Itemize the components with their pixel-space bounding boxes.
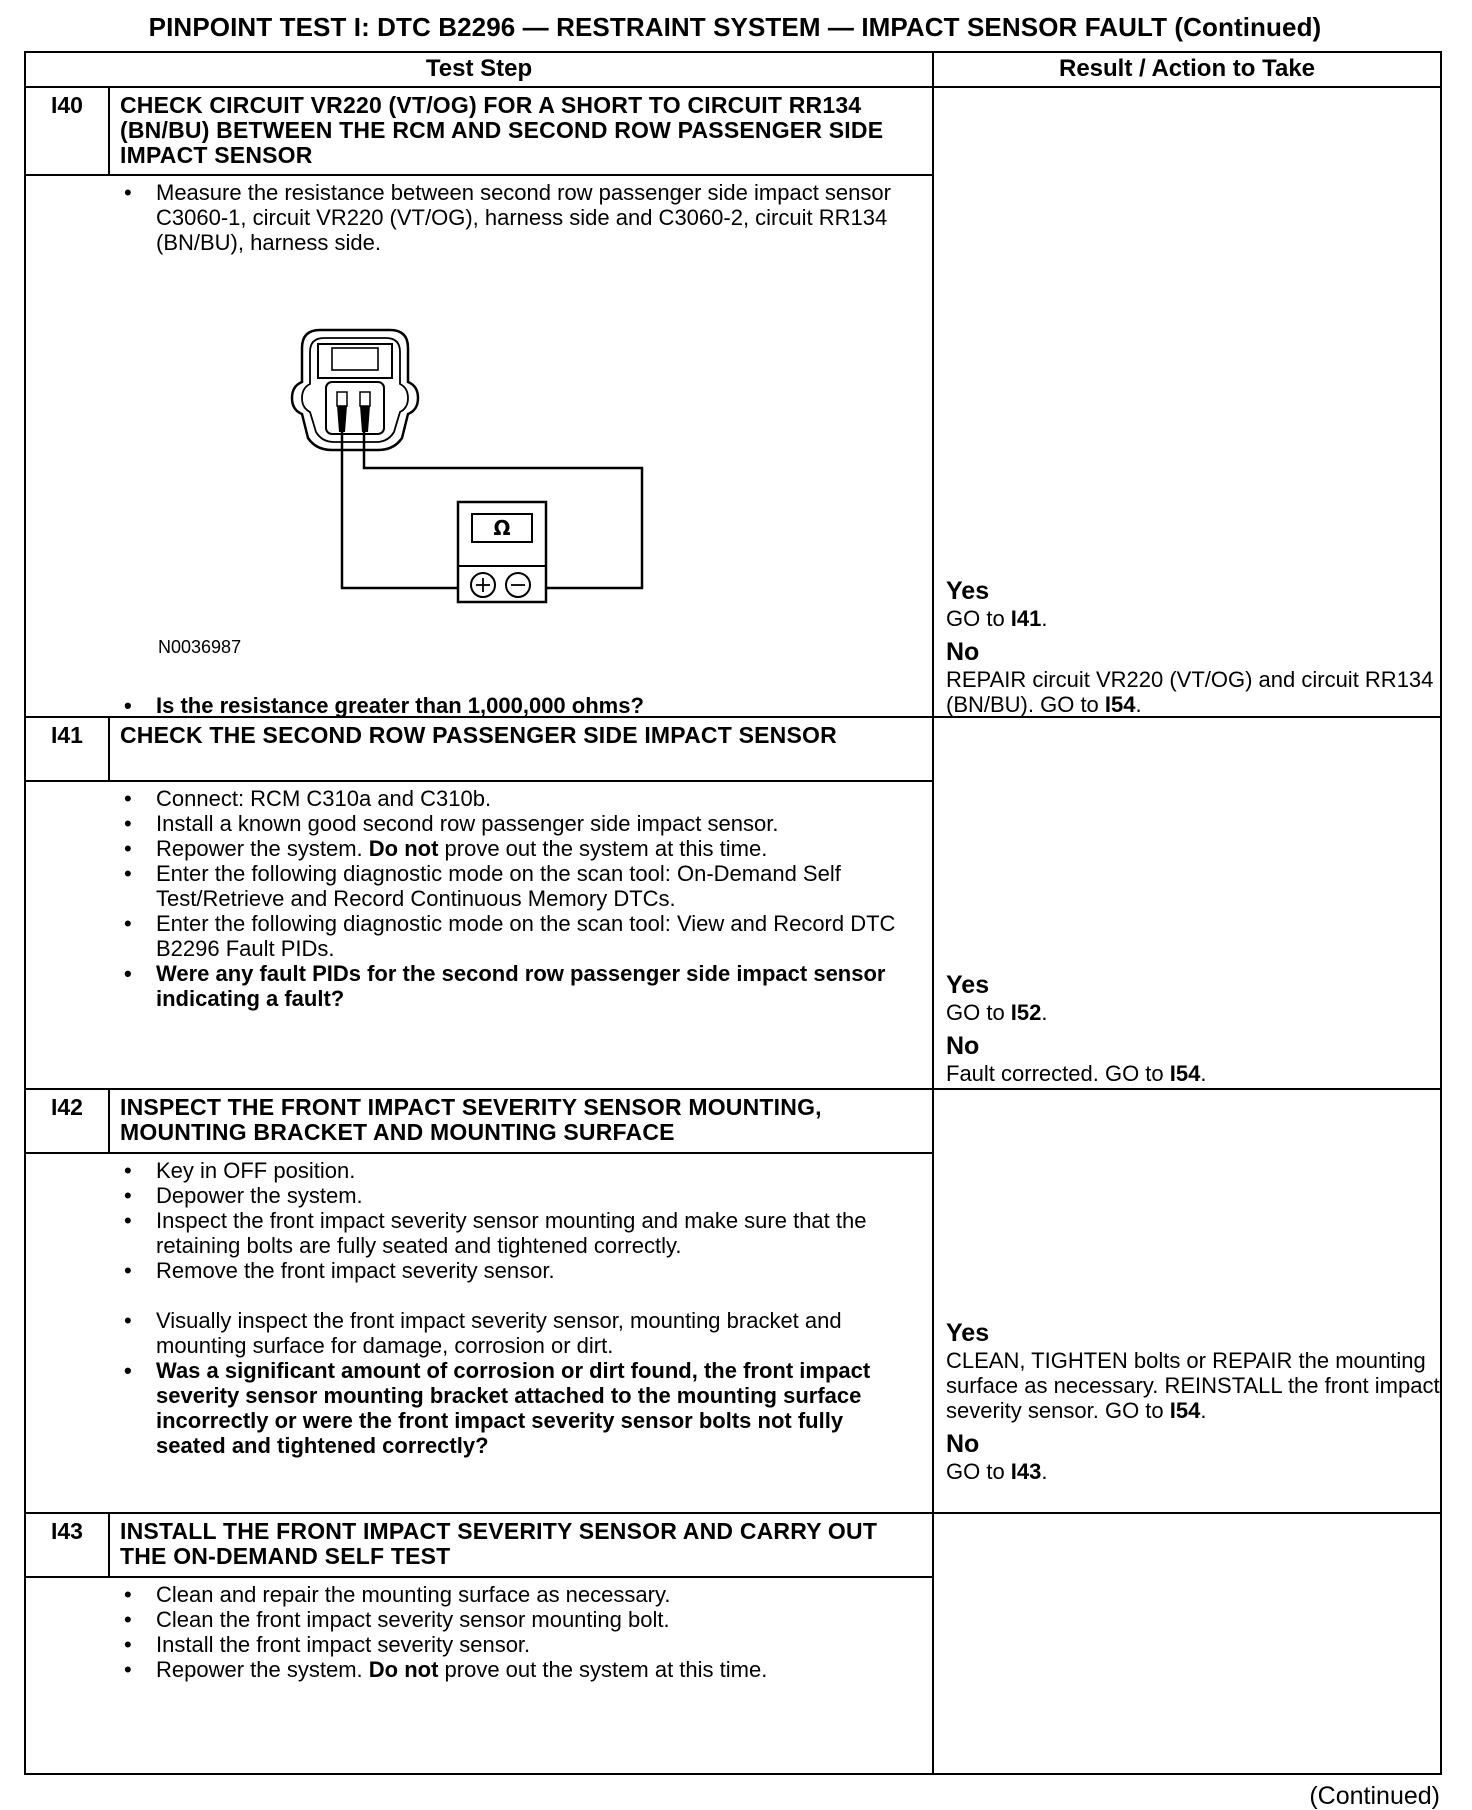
connector-latch <box>318 344 392 378</box>
list-item: • Repower the system. Do not prove out the system at this time. <box>124 836 768 861</box>
list-item: • Remove the front impact severity sensor. <box>124 1258 555 1283</box>
header-divider <box>24 86 1442 88</box>
no-label: No <box>946 638 980 666</box>
step-title: INSPECT THE FRONT IMPACT SEVERITY SENSOR MOUNTING, MOUNTING BRACKET AND MOUNTING SURFACE <box>120 1094 822 1145</box>
step-instructions <box>118 1158 918 1458</box>
no-action: Fault corrected. GO to I54. <box>946 1061 1207 1086</box>
step-number: I42 <box>51 1094 83 1120</box>
yes-label: Yes <box>946 971 990 999</box>
list-item: • Enter the following diagnostic mode on the scan tool: View and Record DTC B2296 Fault PIDs. <box>124 911 896 961</box>
no-action: REPAIR circuit VR220 (VT/OG) and circuit RR134 (BN/BU). GO to I54. <box>946 667 1434 717</box>
terminal-1 <box>337 392 347 406</box>
column-divider <box>932 51 934 1775</box>
list-item: • Install a known good second row passenger side impact sensor. <box>124 811 779 836</box>
step-number-divider <box>108 86 110 176</box>
list-item: • Install the front impact severity sensor. <box>124 1632 531 1657</box>
title-underline <box>24 1152 932 1154</box>
probe-1 <box>337 406 347 432</box>
list-item: • Clean and repair the mounting surface as necessary. <box>124 1582 671 1607</box>
list-item: • Key in OFF position. <box>124 1158 356 1183</box>
no-action: GO to I43. <box>946 1459 1048 1484</box>
title-underline <box>24 780 932 782</box>
connector-cavity <box>326 382 384 434</box>
yes-label: Yes <box>946 1319 990 1347</box>
yes-action: GO to I41. <box>946 606 1048 631</box>
step-title: CHECK CIRCUIT VR220 (VT/OG) FOR A SHORT TO CIRCUIT RR134 (BN/BU) BETWEEN THE RCM AND SECOND ROW PASSENGER SIDE IMPACT SENSOR <box>120 92 884 168</box>
continued-label: (Continued) <box>1309 1782 1440 1810</box>
title-underline <box>24 1576 932 1578</box>
step-question: • Is the resistance greater than 1,000,000 ohms? <box>124 693 644 718</box>
step-number: I43 <box>51 1518 83 1544</box>
no-label: No <box>946 1032 980 1060</box>
yes-action: GO to I52. <box>946 1000 1048 1025</box>
step-result <box>946 576 1440 723</box>
step-result <box>946 970 1440 1092</box>
page-title: PINPOINT TEST I: DTC B2296 — RESTRAINT SYSTEM — IMPACT SENSOR FAULT (Continued) <box>148 12 1322 42</box>
step-instructions <box>118 180 918 255</box>
header-result: Result / Action to Take <box>1058 55 1316 82</box>
step-instructions <box>118 1582 918 1682</box>
list-item: • Depower the system. <box>124 1183 363 1208</box>
step-instructions <box>118 786 918 1011</box>
list-item: • Clean the front impact severity sensor mounting bolt. <box>124 1607 670 1632</box>
list-item: • Connect: RCM C310a and C310b. <box>124 786 492 811</box>
list-item: • Enter the following diagnostic mode on the scan tool: On-Demand Self Test/Retrieve and Record Continuous Memory DTCs. <box>124 861 841 911</box>
title-underline <box>24 174 932 176</box>
row-divider <box>24 1512 1442 1514</box>
step-question: • Were any fault PIDs for the second row passenger side impact sensor indicating a fault? <box>124 961 886 1011</box>
step-number: I41 <box>51 722 83 748</box>
list-item: • Repower the system. Do not prove out the system at this time. <box>124 1657 768 1682</box>
terminal-2 <box>360 392 370 406</box>
step-title: CHECK THE SECOND ROW PASSENGER SIDE IMPACT SENSOR <box>120 722 837 748</box>
header-test-step: Test Step <box>425 55 533 82</box>
list-item: • Inspect the front impact severity sensor mounting and make sure that the retaining bolts are fully seated and tightened correctly. <box>124 1208 867 1258</box>
list-item: • Visually inspect the front impact severity sensor, mounting bracket and mounting surface for damage, corrosion or dirt. <box>124 1308 842 1358</box>
step-number-divider <box>108 716 110 782</box>
step-number-divider <box>108 1088 110 1154</box>
meter-connector-diagram <box>290 320 670 620</box>
connector-latch-slot <box>332 348 378 370</box>
yes-label: Yes <box>946 577 990 605</box>
figure-id: N0036987 <box>158 637 242 657</box>
step-number-divider <box>108 1512 110 1578</box>
step-title: INSTALL THE FRONT IMPACT SEVERITY SENSOR AND CARRY OUT THE ON-DEMAND SELF TEST <box>120 1518 878 1569</box>
step-number: I40 <box>51 92 83 118</box>
ohm-symbol: Ω <box>493 516 511 540</box>
step-result <box>946 1318 1440 1490</box>
no-label: No <box>946 1430 980 1458</box>
list-item: • Measure the resistance between second row passenger side impact sensor C3060-1, circuit VR220 (VT/OG), harness side and C3060-2, circuit RR134 (BN/BU), harness side. <box>124 180 891 255</box>
step-question: • Was a significant amount of corrosion or dirt found, the front impact severity sensor mounting bracket attached to the mounting surface incorrectly or were the front impact severity sensor bolts not fully seated and tightened correctly? <box>124 1358 871 1458</box>
probe-2 <box>360 406 370 432</box>
yes-action: CLEAN, TIGHTEN bolts or REPAIR the mounting surface as necessary. REINSTALL the front impact severity sensor. GO to I54. <box>946 1348 1440 1423</box>
